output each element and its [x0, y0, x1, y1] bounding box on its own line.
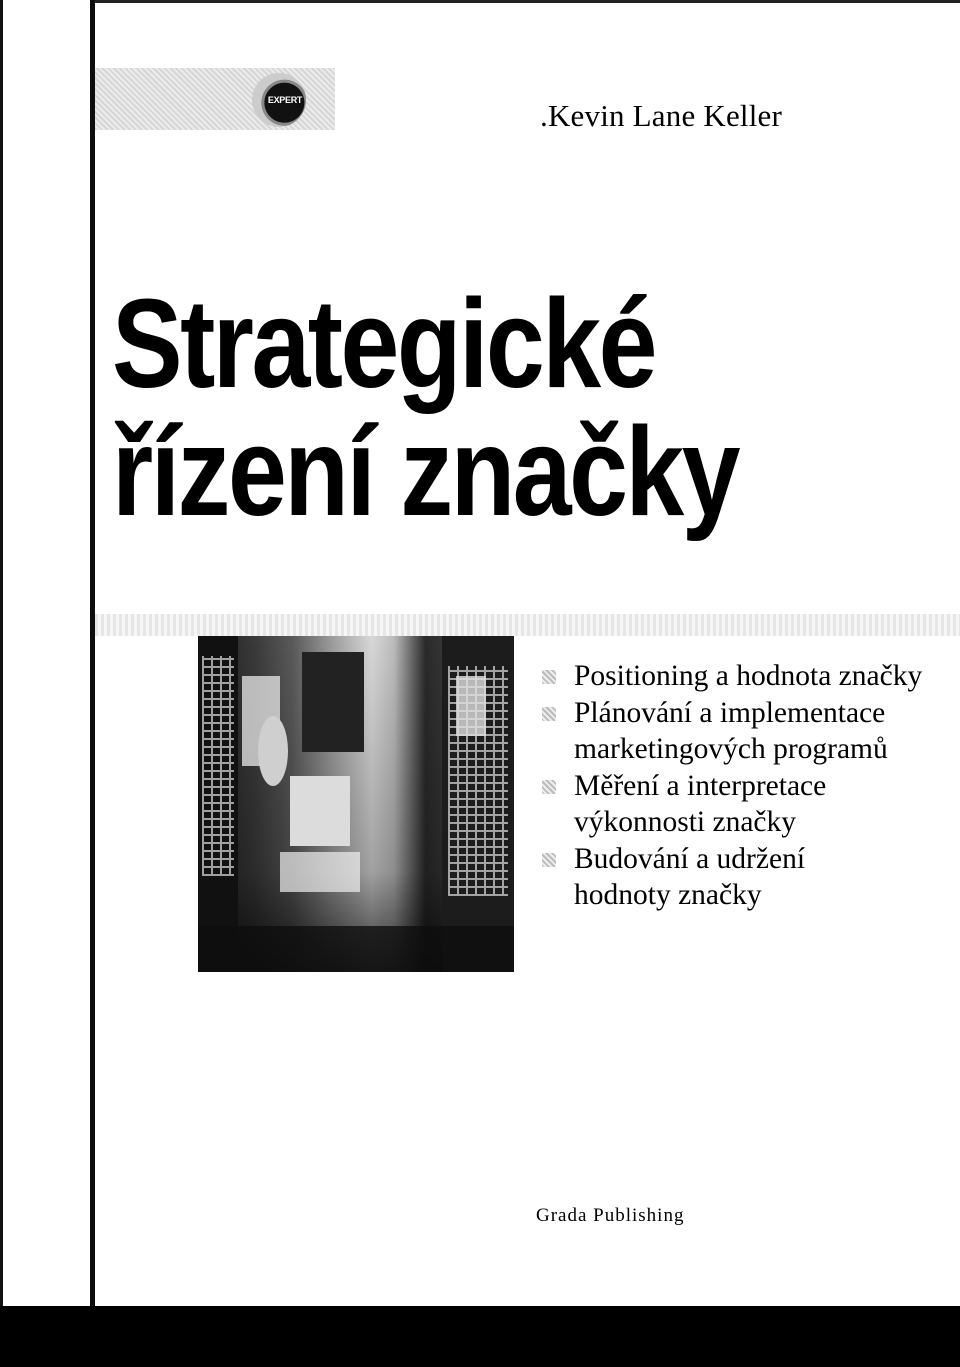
topic-item [540, 695, 922, 768]
divider-band [95, 614, 960, 636]
author-name: .Kevin Lane Keller [540, 98, 783, 133]
title-line-2: řízení značky [112, 401, 739, 542]
topic-item [540, 841, 922, 914]
photo-sign-disc [258, 716, 288, 786]
page-left-edge [0, 0, 3, 1367]
square-bullet-icon [542, 707, 556, 721]
topic-line: hodnoty značky [574, 879, 762, 911]
topic-item [540, 768, 922, 841]
topic-line: Plánování a implementace [574, 696, 886, 729]
photo-street [198, 926, 514, 972]
page-fold-line [90, 0, 95, 1310]
square-bullet-icon [542, 670, 556, 684]
topic-line: Positioning a hodnota značky [574, 660, 923, 692]
topic-line: Budování a udržení [574, 842, 806, 875]
topic-line: výkonnosti značky [574, 806, 797, 838]
square-bullet-icon [542, 853, 556, 867]
photo-poster [290, 776, 350, 846]
book-title [112, 273, 739, 542]
photo-windows [202, 656, 234, 876]
publisher-name: Grada Publishing [536, 1205, 685, 1226]
square-bullet-icon [542, 780, 556, 794]
title-line-1: Strategické [112, 273, 655, 414]
topic-item [540, 658, 922, 695]
topic-line: Měření a interpretace [574, 769, 827, 802]
topic-list [540, 658, 922, 914]
scan-bottom-edge [0, 1306, 960, 1367]
photo-sign [456, 676, 486, 736]
scan-border-top [90, 0, 960, 3]
cover-photo-times-square [198, 636, 514, 972]
logo-text: EXPERT [267, 95, 303, 105]
topic-line: marketingových programů [574, 733, 888, 765]
photo-building [302, 652, 364, 752]
expert-logo-icon [252, 73, 306, 127]
photo-sign [280, 852, 360, 892]
